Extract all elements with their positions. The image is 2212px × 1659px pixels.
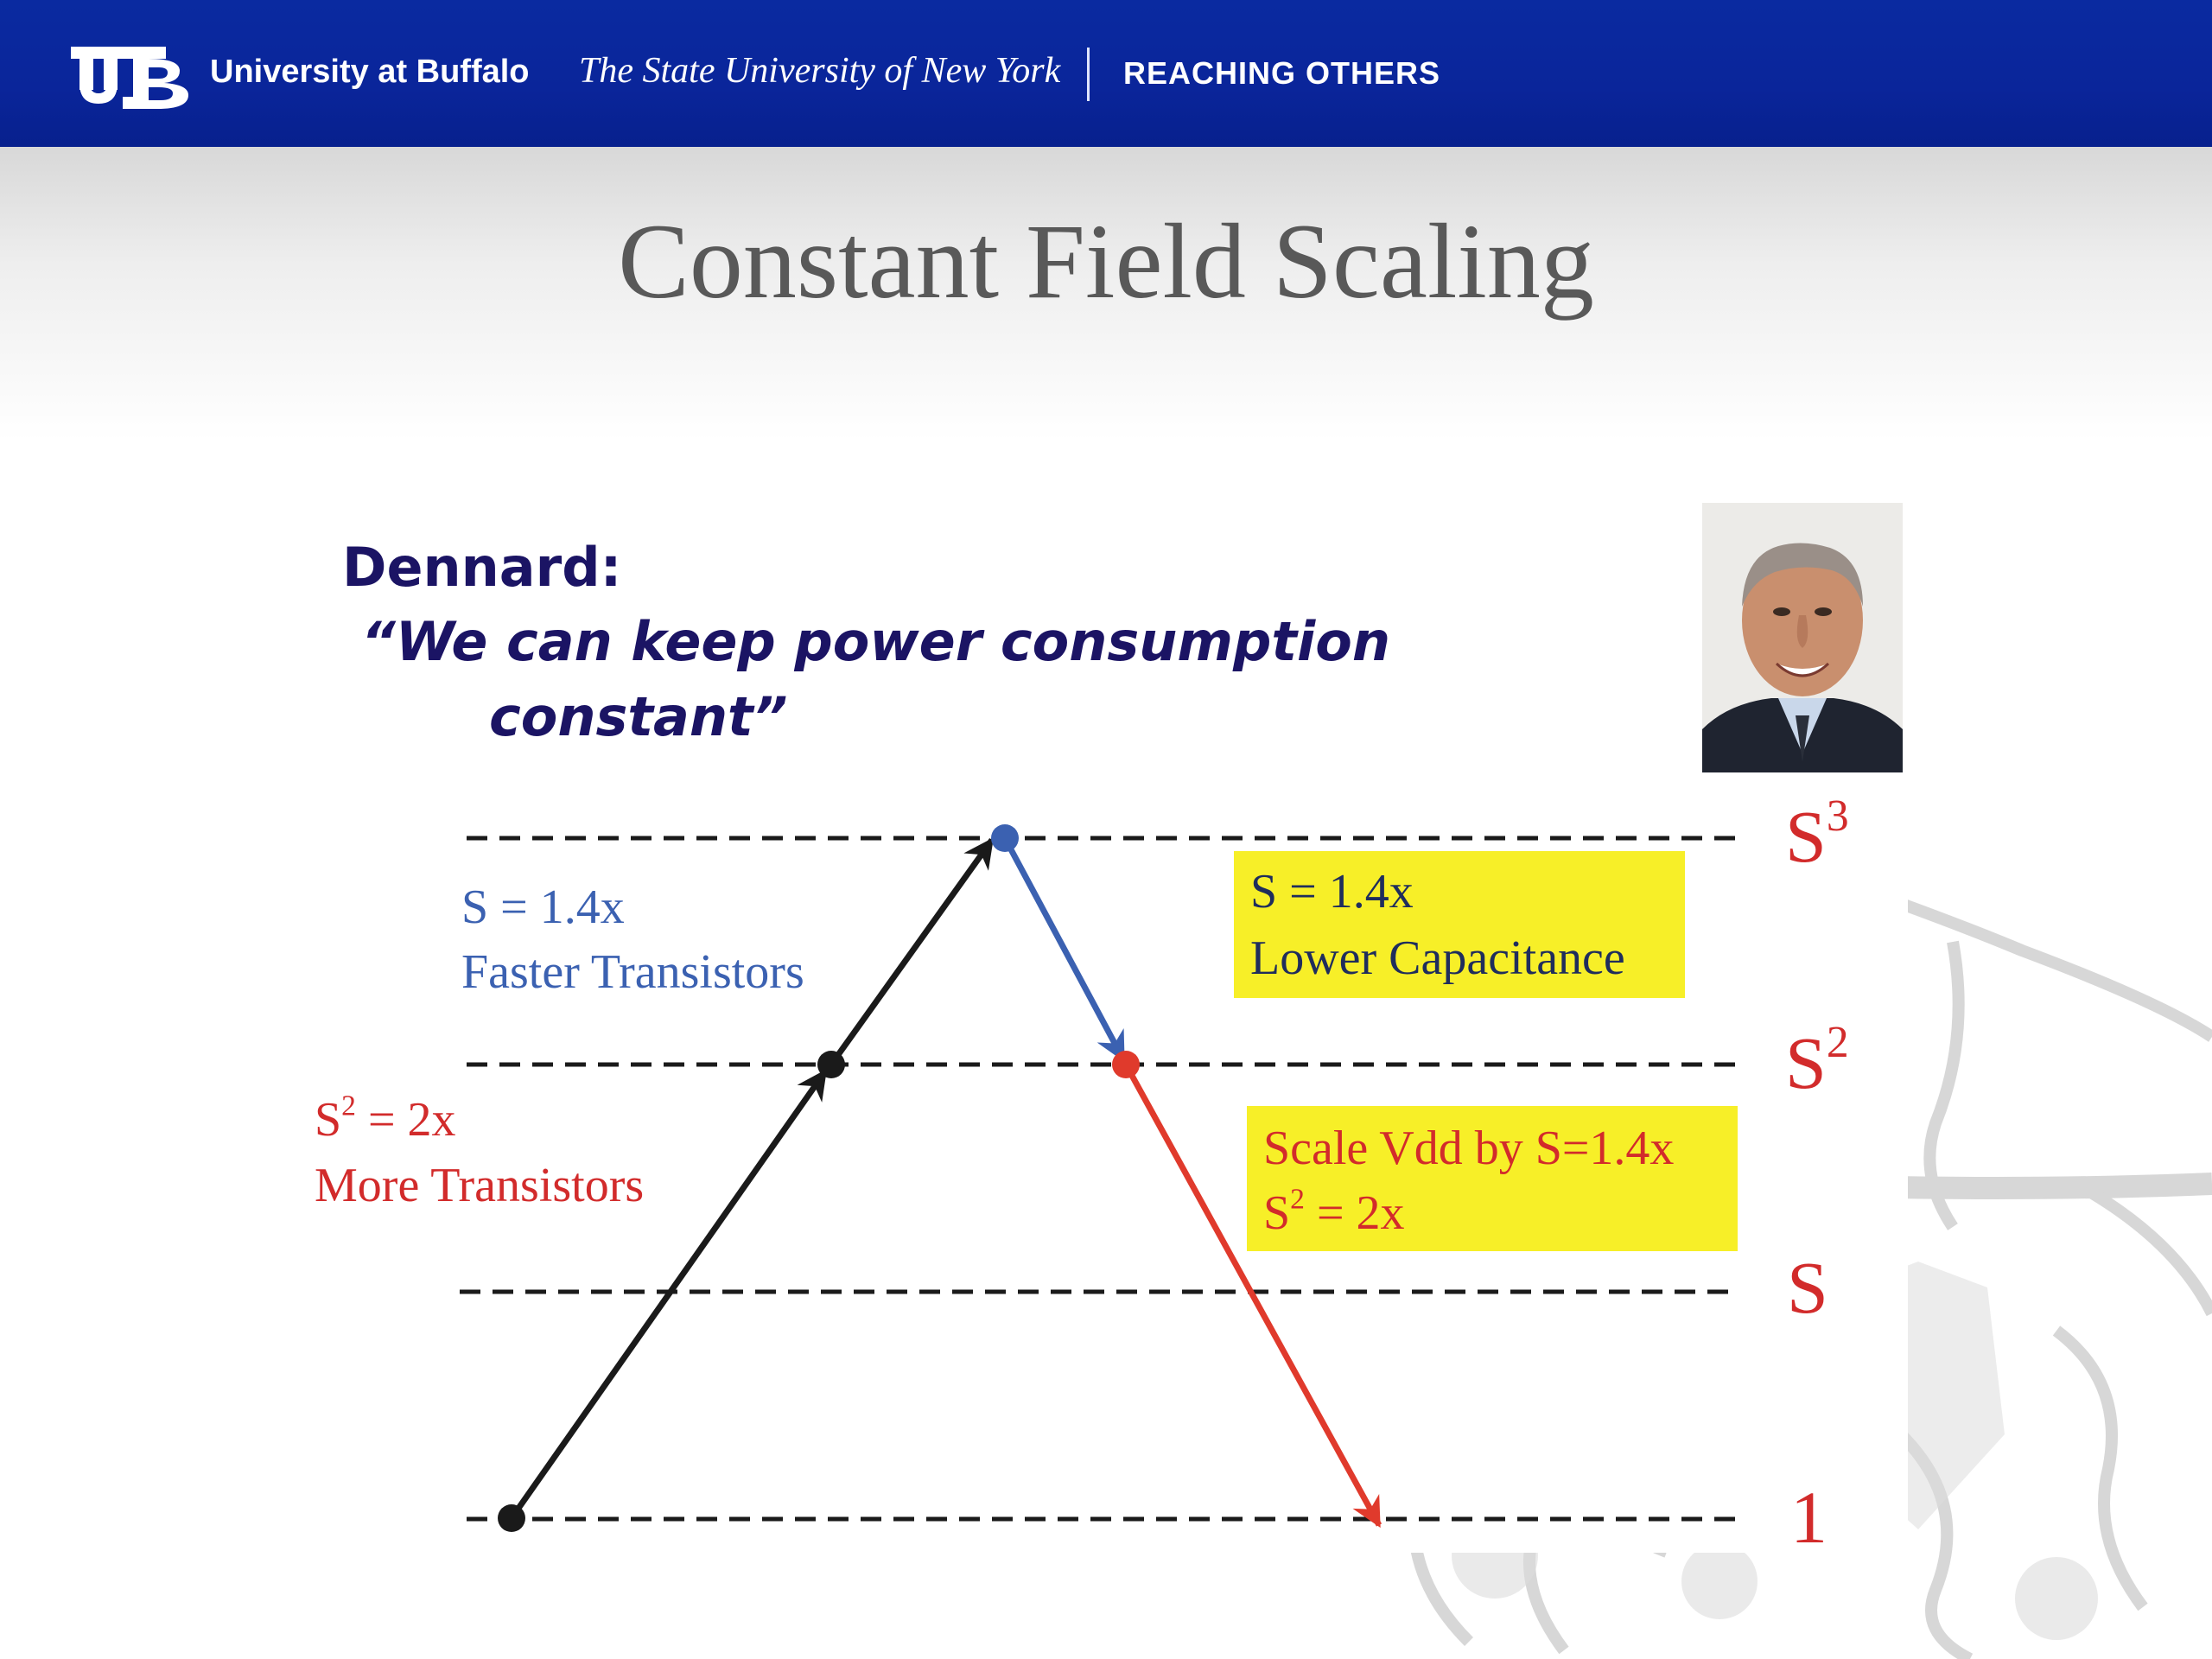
quote-line-1: “We can keep power consumption (361, 610, 1390, 673)
level-label-s2: $S^2$ (1785, 1017, 1849, 1104)
more-transistors-arrow (512, 1071, 825, 1518)
drop-point (1112, 1051, 1140, 1078)
more-label: More Transistors (315, 1159, 645, 1212)
capacitance-value: S = 1.4x (1250, 865, 1414, 918)
quote-speaker: Dennard: (342, 536, 622, 599)
faster-value: S = 1.4x (461, 880, 625, 934)
capacitance-label: Lower Capacitance (1250, 931, 1625, 985)
vdd-value: Scale Vdd by S=1.4x (1263, 1122, 1675, 1175)
more-value: $S^2 = 2x$ (315, 1090, 456, 1147)
faster-transistors-arrow (831, 840, 992, 1065)
s2-point (817, 1051, 845, 1078)
vdd-power-label: $S^2 = 2x$ (1263, 1183, 1405, 1240)
start-point (498, 1504, 525, 1532)
level-label-s3: $S^3$ (1785, 791, 1849, 878)
tagline: REACHING OTHERS (1123, 55, 1441, 91)
capacitance-arrow (1005, 838, 1123, 1059)
quote-line-2: constant” (489, 685, 788, 748)
level-label-s: S (1787, 1246, 1828, 1329)
university-subtitle: The State University of New York (579, 51, 1061, 91)
slide-title: Constant Field Scaling (618, 202, 1594, 321)
faster-label: Faster Transistors (461, 945, 804, 999)
peak-point (991, 824, 1019, 852)
university-name: University at Buffalo (210, 54, 530, 90)
level-label-1: 1 (1790, 1476, 1827, 1559)
